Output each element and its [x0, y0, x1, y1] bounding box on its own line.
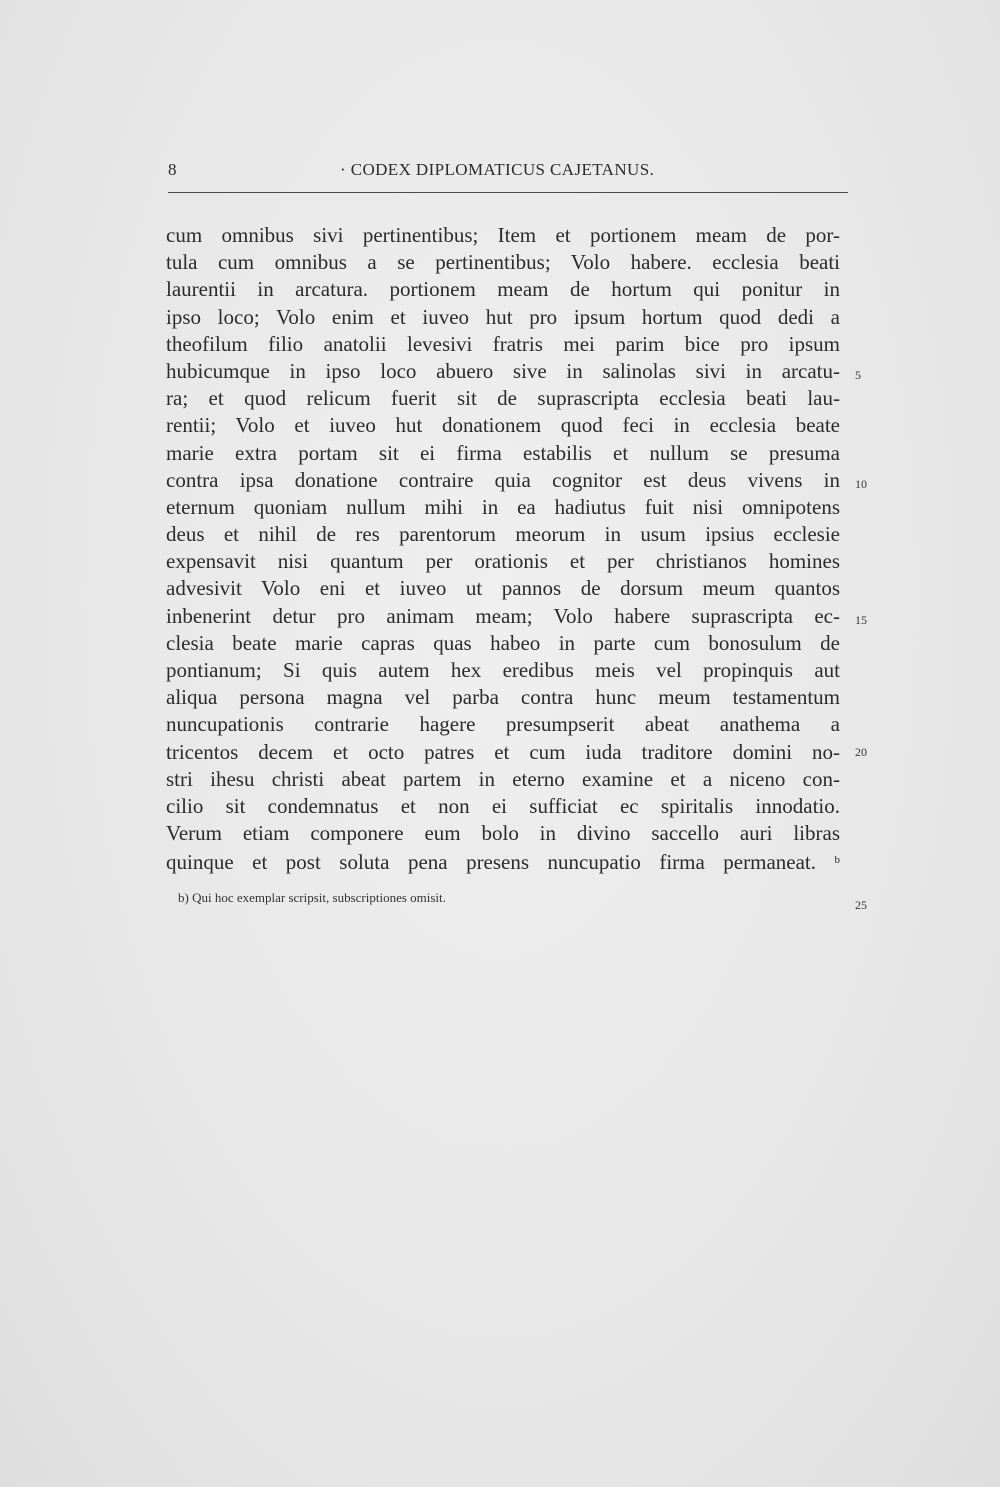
text-line: expensavit nisi quantum per orationis et per christianos homines	[166, 549, 840, 574]
text-line: theofilum filio anatolii levesivi fratris mei parim bice pro ipsum	[166, 331, 840, 356]
line-number: 25	[855, 898, 867, 912]
line-number: 15	[855, 613, 867, 627]
header-rule	[168, 192, 848, 193]
text-line: contra ipsa donatione contraire quia cognitor est deus vivens in	[166, 467, 840, 492]
text-line: cilio sit condemnatus et non ei sufficiat ec spiritalis innodatio.	[166, 793, 840, 818]
text-line: stri ihesu christi abeat partem in eterno examine et a niceno con-	[166, 766, 840, 791]
text-line: advesivit Volo eni et iuveo ut pannos de dorsum meum quantos	[166, 576, 840, 601]
text-line: eternum quoniam nullum mihi in ea hadiutus fuit nisi omnipotens	[166, 494, 840, 519]
text-line: tricentos decem et octo patres et cum iuda traditore domini no-	[166, 739, 840, 764]
body-text	[166, 222, 840, 875]
text-line: aliqua persona magna vel parba contra hunc meum testamentum	[166, 685, 840, 710]
text-line: clesia beate marie capras quas habeo in parte cum bonosulum de	[166, 630, 840, 655]
text-line-last	[166, 847, 840, 874]
text-line: deus et nihil de res parentorum meorum in usum ipsius ecclesie	[166, 522, 840, 547]
text-line: tula cum omnibus a se pertinentibus; Volo habere. ecclesia beati	[166, 250, 840, 275]
running-title: · CODEX DIPLOMATICUS CAJETANUS.	[340, 160, 655, 179]
text-line: cum omnibus sivi pertinentibus; Item et portionem meam de por-	[166, 223, 840, 247]
running-header	[168, 160, 848, 184]
text-line: pontianum; Si quis autem hex eredibus meis vel propinquis aut	[166, 658, 840, 682]
text-line: rentii; Volo et iuveo hut donationem quod feci in ecclesia beate	[166, 413, 840, 438]
text-line-final: quinque et post soluta pena presens nuncupatio firma permaneat.	[166, 850, 816, 875]
text-line: nuncupationis contrarie hagere presumpserit abeat anathema a	[166, 712, 840, 737]
text-line: laurentii in arcatura. portionem meam de hortum qui ponitur in	[166, 277, 840, 302]
footnote: b) Qui hoc exemplar scripsit, subscriptiones omisit.	[178, 890, 446, 905]
line-number: 20	[855, 745, 867, 759]
line-number: 10	[855, 477, 867, 491]
footnote-marker: b	[834, 854, 840, 867]
page-number: 8	[168, 160, 177, 179]
text-line: hubicumque in ipso loco abuero sive in salinolas sivi in arcatu-	[166, 358, 840, 383]
text-line: ipso loco; Volo enim et iuveo hut pro ipsum hortum quod dedi a	[166, 304, 840, 329]
text-line: Verum etiam componere eum bolo in divino saccello auri libras	[166, 821, 840, 846]
line-number: 5	[855, 368, 861, 382]
text-line: marie extra portam sit ei firma estabilis et nullum se presuma	[166, 440, 840, 465]
text-line: inbenerint detur pro animam meam; Volo habere suprascripta ec-	[166, 603, 840, 628]
text-line: ra; et quod relicum fuerit sit de suprascripta ecclesia beati lau-	[166, 386, 840, 411]
